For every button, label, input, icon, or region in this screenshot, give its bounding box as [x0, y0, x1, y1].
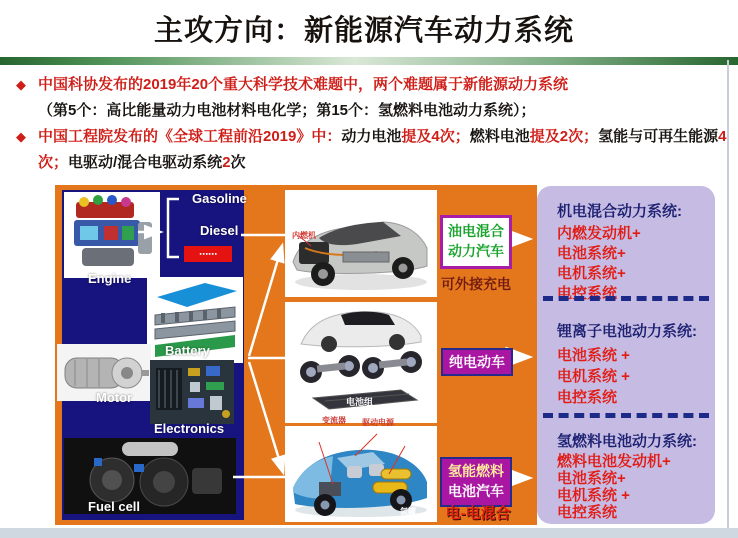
bullet-2-seg: 中国工程院发布的《全球工程前沿2019》中：	[38, 128, 342, 145]
section-item: 电控系统	[557, 389, 618, 406]
ev-vehicle-label: 纯电动车	[441, 348, 513, 376]
bullet-2-seg: 4次；	[38, 128, 727, 171]
other-fuel-box: ⋯⋯	[184, 246, 232, 262]
ice-engine-tag: 内燃机	[292, 231, 316, 240]
bullet-2	[16, 124, 730, 176]
page-title: 主攻方向：新能源汽车动力系统	[153, 15, 574, 47]
bullet-list	[16, 72, 730, 176]
section-item: 电池系统+	[557, 470, 626, 487]
pluggable-note: 可外接充电	[441, 276, 511, 292]
bullet-2-seg: 2	[222, 154, 231, 171]
inverter-tag: 变流器	[322, 416, 346, 425]
fuel-cell-label: Fuel cell	[88, 499, 141, 514]
bullet-1-line1: 中国科协发布的2019年20个重大科学技术难题中，两个难题属于新能源动力系统	[38, 76, 569, 93]
section-item: 内燃发动机+	[557, 225, 641, 242]
section-item: 电机系统 +	[557, 368, 630, 385]
section-hybrid-powertrain	[557, 200, 705, 304]
electronics-label: Electronics	[154, 421, 225, 436]
diesel-label: Diesel	[200, 223, 239, 238]
section-item: 电机系统 +	[557, 487, 630, 504]
bullet-2-seg: 次	[230, 154, 246, 171]
fcv-label-line1: 氢能燃料	[448, 463, 504, 480]
bullet-2-seg: 动力电池	[341, 128, 402, 145]
bullet-2-seg: 氢能与可再生能源	[598, 128, 719, 145]
motor-label: Motor	[96, 390, 133, 405]
bullet-2-seg: 提及4次；	[401, 128, 470, 145]
hybrid-vehicle-label	[440, 215, 512, 269]
section-item: 电控系统	[557, 285, 618, 302]
gasoline-label: Gasoline	[192, 191, 247, 206]
powertrain-systems-panel	[537, 186, 715, 524]
bullet-2-seg: 提及2次；	[529, 128, 599, 145]
bullet-1-line2: （第5个：高比能量动力电池材料电化学；第15个：氢燃料电池动力系统）；	[38, 102, 536, 119]
engine-label: Engine	[88, 271, 132, 286]
section-item: 电池系统 +	[557, 347, 630, 364]
electronics-image	[150, 360, 234, 424]
section-item: 电池系统+	[557, 245, 626, 262]
section-title: 锂离子电池动力系统:	[557, 323, 697, 340]
dashed-separator	[543, 413, 709, 418]
section-battery-powertrain	[557, 320, 705, 408]
section-item: 燃料电池发动机+	[557, 453, 671, 470]
frame-bottom-strip	[0, 528, 738, 538]
green-divider	[0, 57, 738, 65]
hybrid-label-line1: 油电混合	[448, 223, 504, 240]
section-title: 氢燃料电池动力系统:	[557, 433, 697, 450]
hydrogen-tank-tag: 氢罐	[400, 507, 416, 516]
fcv-label-line2: 电池汽车	[448, 483, 504, 499]
diamond-bullet-icon: ◆	[16, 77, 26, 92]
hybrid-car-image	[285, 190, 437, 297]
bullet-2-seg: 电驱动/混合电驱动系统	[68, 154, 223, 171]
engine-image	[64, 192, 160, 278]
section-item: 电机系统+	[557, 265, 626, 282]
battery-label: Battery	[165, 343, 210, 358]
section-fuelcell-powertrain	[557, 430, 705, 521]
drive-power-tag: 驱动电源	[362, 418, 394, 427]
section-title: 机电混合动力系统:	[557, 203, 682, 220]
hybrid-label-line2: 动力汽车	[448, 243, 504, 259]
frame-right-edge	[727, 60, 729, 528]
battery-pack-tag: 电池组	[346, 397, 374, 407]
section-item: 电控系统	[557, 504, 618, 521]
electric-electric-hybrid-note: 电-电混合	[445, 505, 511, 522]
bullet-1	[16, 72, 730, 124]
bullet-2-seg: 燃料电池	[469, 128, 530, 145]
dashed-separator	[543, 296, 709, 301]
diamond-bullet-icon: ◆	[16, 129, 26, 144]
fcv-vehicle-label	[440, 457, 512, 507]
